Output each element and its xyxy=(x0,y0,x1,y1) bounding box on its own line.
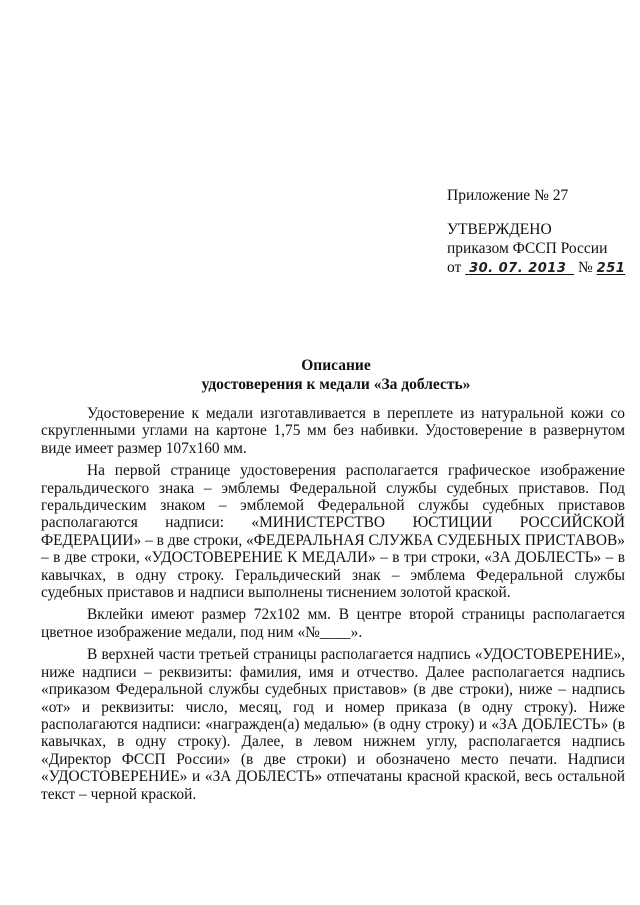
order-reference: приказом ФССП России xyxy=(447,240,608,257)
approval-block xyxy=(447,186,632,278)
title-line-2: удостоверения к медали «За доблесть» xyxy=(201,376,471,393)
document-body xyxy=(41,405,625,808)
appendix-number: Приложение № 27 xyxy=(447,187,569,204)
order-date: 30. 07. 2013 xyxy=(469,261,567,276)
paragraph: На первой странице удостоверения располагается графическое изображение геральдического знака – эмблемы Федеральной службы судебных приставов. Под геральдическим знаком – эмблемой Федеральной службы судебных приставов располагаются надписи: «МИНИСТЕРСТВО ЮСТИЦИИ РОССИЙСКОЙ ФЕДЕРАЦИИ» – в две строки, «ФЕДЕРАЛЬНАЯ СЛУЖБА СУДЕБНЫХ ПРИСТАВОВ» – в две строки, «УДОСТОВЕРЕНИЕ К МЕДАЛИ» – в три строки, «ЗА ДОБЛЕСТЬ» – в кавычках, в одну строку. Геральдический знак – эмблема Федеральной службы судебных приставов и надписи выполнены тиснением золотой краской. xyxy=(41,462,625,602)
title-line-1: Описание xyxy=(301,357,371,374)
document-title xyxy=(150,356,522,394)
from-label: от xyxy=(447,259,462,276)
spacer xyxy=(447,205,632,220)
paragraph: В верхней части третьей страницы располагается надпись «УДОСТОВЕРЕНИЕ», ниже надписи – реквизиты: фамилия, имя и отчество. Далее располагается надпись «приказом Федеральной службы судебных приставов» (в две строки), ниже – надпись «от» и реквизиты: число, месяц, год и номер приказа (в одну строку). Ниже располагаются надписи: «награжден(а) медалью» (в одну строку) и «ЗА ДОБЛЕСТЬ» (в кавычках, в одну строку). Далее, в левом нижнем углу, располагается надпись «Директор ФССП России» (в две строки) и обозначено место печати. Надписи «УДОСТОВЕРЕНИЕ» и «ЗА ДОБЛЕСТЬ» отпечатаны красной краской, весь остальной текст – черной краской. xyxy=(41,646,625,803)
number-label: № xyxy=(578,259,593,276)
order-date-field xyxy=(465,259,574,276)
order-number: 251 xyxy=(596,261,626,276)
approved-stamp-text: УТВЕРЖДЕНО xyxy=(447,221,552,238)
paragraph: Вклейки имеют размер 72х102 мм. В центре второй страницы располагается цветное изображение медали, под ним «№____». xyxy=(41,606,625,641)
order-number-field xyxy=(597,259,626,276)
order-date-line xyxy=(447,258,632,278)
paragraph: Удостоверение к медали изготавливается в переплете из натуральной кожи со скругленными углами на картоне 1,75 мм без набивки. Удостоверение в развернутом виде имеет размер 107х160 мм. xyxy=(41,405,625,457)
